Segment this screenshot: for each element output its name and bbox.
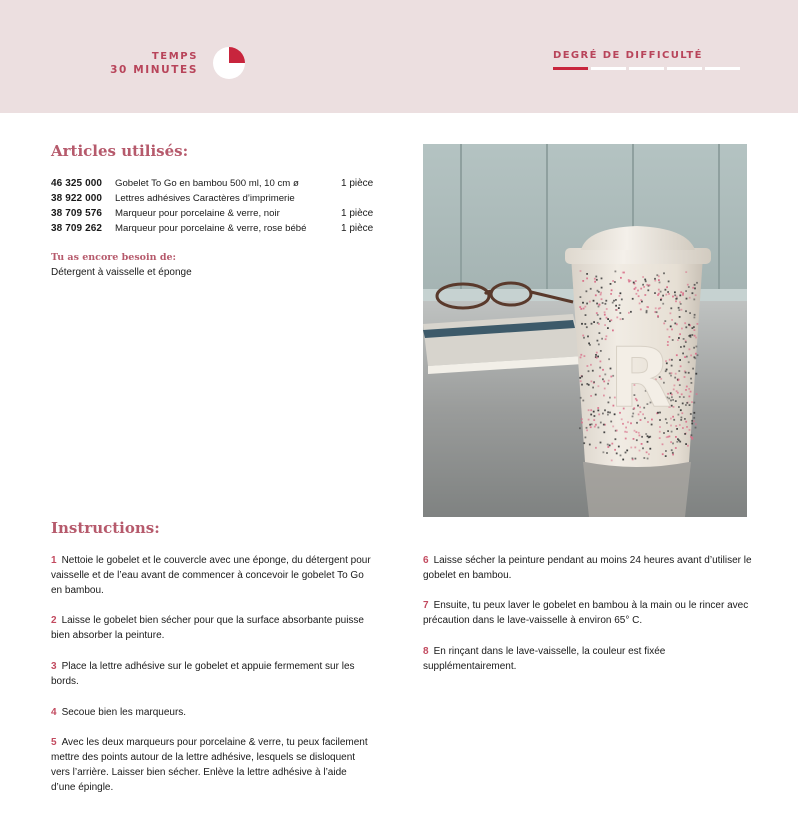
need-title: Tu as encore besoin de: <box>51 252 177 263</box>
step-text: Laisse sécher la peinture pendant au moins 24 heures avant d’utiliser le gobelet en bambou. <box>423 555 752 581</box>
item-number: 38 709 576 <box>51 208 103 219</box>
product-photo <box>423 144 747 517</box>
step-number: 4 <box>51 707 57 718</box>
instruction-step <box>51 659 371 689</box>
instruction-step <box>51 553 371 598</box>
time-label: TEMPS <box>151 51 198 62</box>
time-block <box>110 50 198 77</box>
instruction-step <box>423 598 753 628</box>
difficulty-segment <box>591 67 626 70</box>
instruction-step <box>51 705 371 720</box>
item-number: 46 325 000 <box>51 178 103 189</box>
step-text: Nettoie le gobelet et le couvercle avec une éponge, du détergent pour vaisselle et de l’eau avant de commencer à concevoir le gobelet To Go en bambou. <box>51 555 371 596</box>
items-title: Articles utilisés: <box>51 142 189 160</box>
difficulty-label: DEGRÉ DE DIFFICULTÉ <box>553 50 703 61</box>
need-text: Détergent à vaisselle et éponge <box>51 267 192 278</box>
item-description: Lettres adhésives Caractères d’imprimerie <box>115 193 295 204</box>
item-description: Marqueur pour porcelaine & verre, rose bébé <box>115 223 307 234</box>
step-text: Avec les deux marqueurs pour porcelaine & verre, tu peux facilement mettre des points autour de la lettre adhésive, lesquels se disloquent vers l’arrière. Laisser bien sécher. Enlève la lettre adhésive à l’aide d’une épingle. <box>51 737 368 793</box>
item-row <box>51 221 381 236</box>
item-description: Marqueur pour porcelaine & verre, noir <box>115 208 280 219</box>
difficulty-segment <box>629 67 664 70</box>
cup-letter: R <box>609 331 673 426</box>
item-row <box>51 191 381 206</box>
instruction-step <box>51 613 371 643</box>
instruction-step <box>51 735 371 795</box>
difficulty-segment <box>553 67 588 70</box>
step-text: Secoue bien les marqueurs. <box>61 707 187 718</box>
step-number: 7 <box>423 600 429 611</box>
step-number: 1 <box>51 555 57 566</box>
step-number: 8 <box>423 646 429 657</box>
item-description: Gobelet To Go en bambou 500 ml, 10 cm ø <box>115 178 299 189</box>
step-text: Laisse le gobelet bien sécher pour que la surface absorbante puisse bien absorber la peinture. <box>51 615 364 641</box>
item-number: 38 709 262 <box>51 223 103 234</box>
difficulty-segment <box>705 67 740 70</box>
item-row <box>51 176 381 191</box>
step-number: 2 <box>51 615 57 626</box>
bamboo-cup-photo <box>423 144 747 517</box>
step-number: 5 <box>51 737 57 748</box>
step-text: En rinçant dans le lave-vaisselle, la couleur est fixée supplémentairement. <box>423 646 666 672</box>
instruction-step <box>423 553 753 583</box>
step-number: 6 <box>423 555 429 566</box>
instruction-step <box>423 644 753 674</box>
item-quantity: 1 pièce <box>341 208 374 219</box>
instructions-title: Instructions: <box>51 519 160 537</box>
difficulty-block <box>553 50 703 61</box>
item-quantity: 1 pièce <box>341 178 374 189</box>
difficulty-meter <box>553 67 740 70</box>
timer-pie-icon <box>212 46 246 80</box>
step-text: Ensuite, tu peux laver le gobelet en bambou à la main ou le rincer avec précaution dans le lave-vaisselle à environ 65° C. <box>423 600 749 626</box>
item-quantity: 1 pièce <box>341 223 374 234</box>
items-table <box>51 176 381 236</box>
difficulty-segment <box>667 67 702 70</box>
item-row <box>51 206 381 221</box>
step-text: Place la lettre adhésive sur le gobelet et appuie fermement sur les bords. <box>51 661 355 687</box>
time-value: 30 MINUTES <box>110 64 198 76</box>
item-number: 38 922 000 <box>51 193 103 204</box>
header-band <box>0 0 798 113</box>
step-number: 3 <box>51 661 57 672</box>
item-quantity <box>341 191 381 206</box>
